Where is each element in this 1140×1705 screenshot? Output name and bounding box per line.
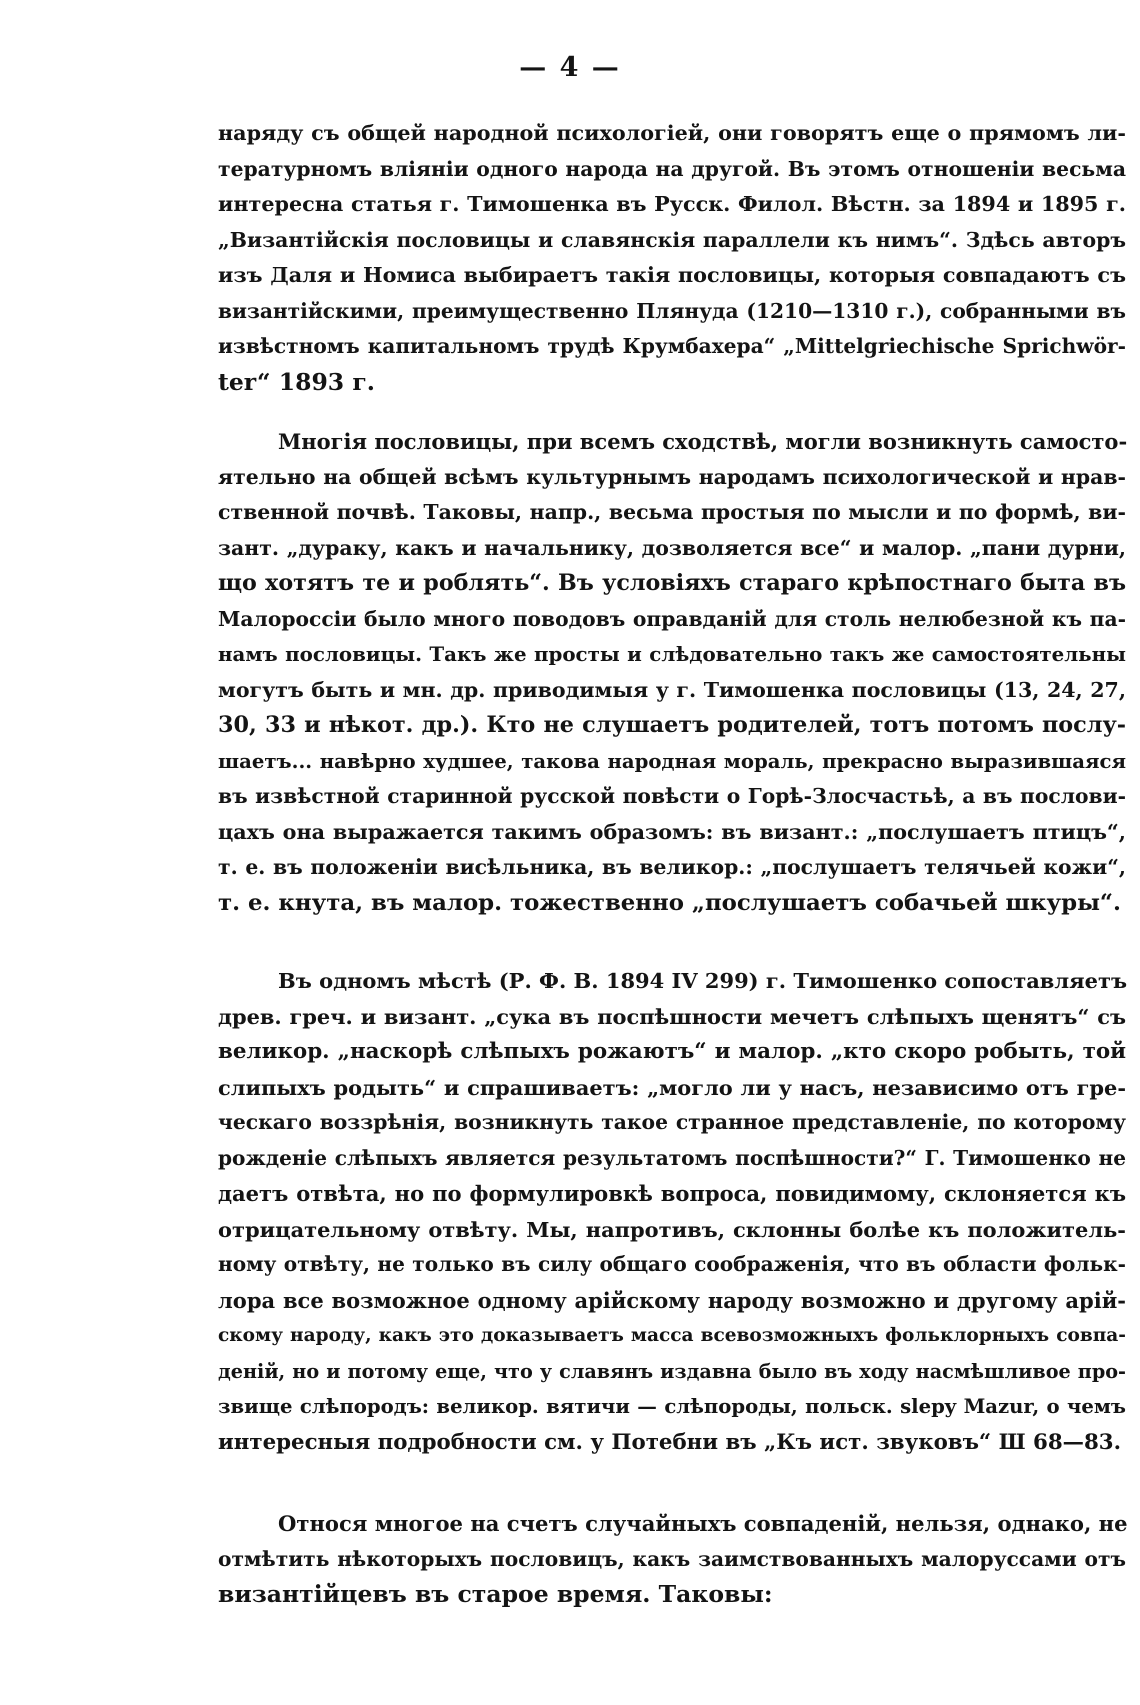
text-line: „Византійскія пословицы и славянскія параллели къ нимъ“. Здѣсь авторъ: [218, 227, 1126, 252]
text-line: ственной почвѣ. Таковы, напр., весьма простыя по мысли и по формѣ, ви-: [218, 500, 1126, 524]
text-line: слипыхъ родыть“ и спрашиваетъ: „могло ли у насъ, независимо отъ гре-: [218, 1074, 1126, 1100]
paragraph-3: [218, 963, 1126, 1460]
text-line: ter“ 1893 г.: [218, 367, 375, 396]
page-number: — 4 —: [519, 52, 621, 83]
text-line: интересныя подробности см. у Потебни въ „Къ ист. звуковъ“ Ш 68—83.: [218, 1429, 1122, 1455]
text-line: рожденіе слѣпыхъ является результатомъ поспѣшности?“ Г. Тимошенко не: [218, 1145, 1126, 1170]
text-line: даетъ отвѣта, но по формулировкѣ вопроса, повидимому, склоняется къ: [218, 1181, 1126, 1206]
text-line: великор. „наскорѣ слѣпыхъ рожаютъ“ и малор. „кто скоро робыть, той: [218, 1039, 1126, 1064]
text-line: могутъ быть и мн. др. приводимыя у г. Тимошенка пословицы (13, 24, 27,: [218, 677, 1126, 702]
text-line: звище слѣпородъ: великор. вятичи — слѣпороды, польск. slepy Mazur, о чемъ: [218, 1395, 1126, 1418]
text-line: отмѣтить нѣкоторыхъ пословицъ, какъ заимствованныхъ малоруссами отъ: [218, 1546, 1126, 1571]
text-line: зант. „дураку, какъ и начальнику, дозволяется все“ и малор. „пани дурни,: [218, 535, 1126, 560]
text-line: т. е. кнута, въ малор. тожественно „послушаетъ собачьей шкуры“.: [218, 889, 1121, 916]
text-line: Многія пословицы, при всемъ сходствѣ, могли возникнуть самосто-: [278, 429, 1128, 454]
text-line: 30, 33 и нѣкот. др.). Кто не слушаетъ родителей, тотъ потомъ послу-: [218, 712, 1126, 738]
paragraph-4: [218, 1506, 1126, 1613]
text-line: отрицательному отвѣту. Мы, напротивъ, склонны болѣе къ положитель-: [218, 1216, 1126, 1242]
text-line: шаетъ... навѣрно худшее, такова народная мораль, прекрасно выразившаяся: [218, 749, 1126, 773]
text-line: тературномъ вліяніи одного народа на другой. Въ этомъ отношеніи весьма: [218, 156, 1126, 181]
text-line: що хотятъ те и роблять“. Въ условіяхъ стараго крѣпостнаго быта въ: [218, 570, 1126, 596]
text-line: т. е. въ положеніи висѣльника, въ великор.: „послушаетъ телячьей кожи“,: [218, 855, 1126, 879]
text-line: византійскими, преимущественно Плянуда (1210—1310 г.), собранными въ: [218, 298, 1126, 323]
text-line: византійцевъ въ старое время. Таковы:: [218, 1580, 773, 1608]
text-line: лора все возможное одному арійскому народу возможно и другому арій-: [218, 1287, 1126, 1313]
text-line: изъ Даля и Номиса выбираетъ такія пословицы, которыя совпадаютъ съ: [218, 263, 1126, 287]
paragraph-2: [218, 424, 1126, 921]
text-line: извѣстномъ капитальномъ трудѣ Крумбахера“ „Mittelgriechische Sprichwör-: [218, 334, 1126, 358]
text-line: ятельно на общей всѣмъ культурнымъ народамъ психологической и нрав-: [218, 464, 1126, 489]
text-line: древ. греч. и визант. „сука въ поспѣшности мечетъ слѣпыхъ щенятъ“ съ: [218, 1003, 1126, 1029]
text-line: Малороссіи было много поводовъ оправданій для столь нелюбезной къ па-: [218, 606, 1126, 631]
text-line: Относя многое на счетъ случайныхъ совпаденій, нельзя, однако, не: [278, 1511, 1128, 1536]
text-line: деній, но и потому еще, что у славянъ издавна было въ ходу насмѣшливое про-: [218, 1359, 1126, 1383]
text-line: цахъ она выражается такимъ образомъ: въ визант.: „послушаетъ птицъ“,: [218, 819, 1126, 844]
text-line: ному отвѣту, не только въ силу общаго соображенія, что въ области фольк-: [218, 1252, 1126, 1276]
text-line: скому народу, какъ это доказываетъ масса всевозможныхъ фольклорныхъ совпа-: [218, 1325, 1126, 1346]
text-line: въ извѣстной старинной русской повѣсти о Горѣ-Злосчастьѣ, а въ послови-: [218, 784, 1126, 808]
text-line: Въ одномъ мѣстѣ (Р. Ф. В. 1894 IV 299) г. Тимошенко сопоставляетъ: [278, 968, 1128, 993]
text-line: наряду съ общей народной психологіей, они говорятъ еще о прямомъ ли-: [218, 121, 1126, 145]
text-line: интересна статья г. Тимошенка въ Русск. Филол. Вѣстн. за 1894 и 1895 г.: [218, 192, 1126, 216]
paragraph-1: [218, 116, 1126, 400]
text-line: намъ пословицы. Такъ же просты и слѣдовательно такъ же самостоятельны: [218, 642, 1126, 666]
text-line: ческаго воззрѣнія, возникнуть такое странное представленіе, по которому: [218, 1110, 1126, 1134]
